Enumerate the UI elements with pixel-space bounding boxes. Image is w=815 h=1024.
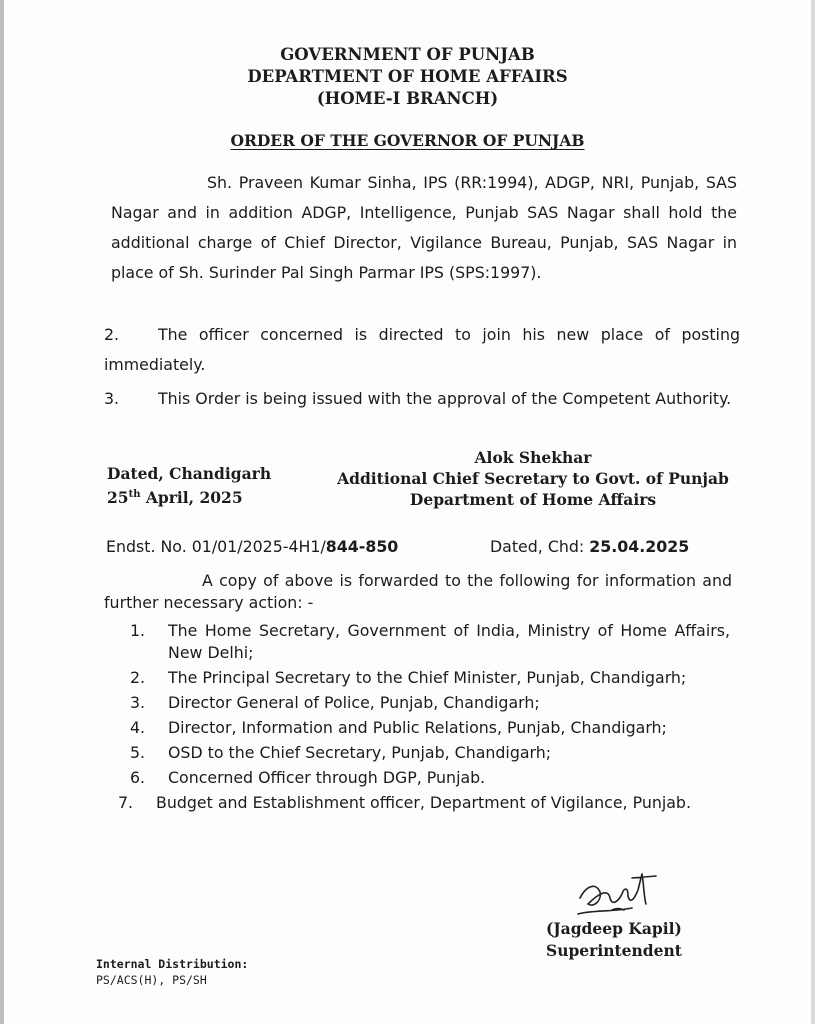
list-item-number: 5. [130, 743, 146, 762]
endorsement-prefix: Endst. No. 01/01/2025-4H1/ [106, 537, 326, 556]
page-edge-right [811, 0, 815, 1024]
superintendent-name: (Jagdeep Kapil) [546, 919, 682, 938]
page-edge-left [0, 0, 4, 1024]
list-item [118, 792, 730, 814]
letterhead-department: DEPARTMENT OF HOME AFFAIRS [247, 67, 568, 86]
endorsement-number [106, 537, 398, 556]
dated-place [107, 463, 271, 508]
list-item-number: 1. [130, 621, 146, 640]
paragraph-1: Sh. Praveen Kumar Sinha, IPS (RR:1994), ADGP, NRI, Punjab, SAS Nagar and in addition ADGP, Intelligence, Punjab SAS Nagar shall hold the additional charge of Chief Director, Vigilance Bureau, Punjab, SAS Nagar in place of Sh. Surinder Pal Singh Parmar IPS (SPS:1997). [111, 173, 737, 282]
list-item-text: Concerned Officer through DGP, Punjab. [168, 768, 486, 787]
dated-place-line: Dated, Chandigarh [107, 464, 272, 483]
signatory-designation: Additional Chief Secretary to Govt. of Punjab [337, 469, 729, 488]
list-item-number: 2. [130, 668, 146, 687]
recipient-list [118, 620, 730, 817]
paragraph-3-number: 3. [104, 389, 120, 408]
list-item-number: 4. [130, 718, 146, 737]
copy-forward-body: A copy of above is forwarded to the following for information and further necessary action: - [104, 571, 732, 612]
endorsement-date [490, 537, 689, 556]
list-item [130, 692, 730, 714]
order-title-text: ORDER OF THE GOVERNOR OF PUNJAB [230, 131, 585, 150]
superintendent-block [546, 918, 682, 962]
superintendent-designation: Superintendent [546, 941, 682, 960]
internal-distribution [96, 956, 248, 988]
signatory-name: Alok Shekhar [474, 448, 592, 467]
paragraph-3-text: This Order is being issued with the approval of the Competent Authority. [158, 389, 732, 408]
internal-distribution-heading: Internal Distribution: [96, 957, 249, 971]
handwritten-signature [572, 864, 662, 924]
list-item-text: Director, Information and Public Relations, Punjab, Chandigarh; [168, 718, 667, 737]
list-item-text: The Home Secretary, Government of India, Ministry of Home Affairs, New Delhi; [168, 621, 730, 662]
letterhead [0, 44, 815, 110]
endorsement-date-value: 25.04.2025 [589, 537, 690, 556]
letterhead-government: GOVERNMENT OF PUNJAB [280, 45, 535, 64]
list-item-text: Budget and Establishment officer, Department of Vigilance, Punjab. [156, 793, 691, 812]
list-item-text: The Principal Secretary to the Chief Minister, Punjab, Chandigarh; [168, 668, 687, 687]
paragraph-2-text: The officer concerned is directed to join his new place of posting immediately. [104, 325, 740, 374]
list-item-number: 7. [118, 793, 134, 812]
copy-forward-text [104, 570, 732, 614]
endorsement-range: 844-850 [325, 537, 399, 556]
list-item-number: 3. [130, 693, 146, 712]
signatory-block [318, 447, 748, 510]
dated-month-year: April, 2025 [140, 488, 243, 508]
list-item-text: OSD to the Chief Secretary, Punjab, Chandigarh; [168, 743, 552, 762]
endorsement-date-label: Dated, Chd: [490, 537, 590, 556]
list-item [130, 620, 730, 664]
signatory-department: Department of Home Affairs [409, 490, 657, 509]
paragraph-2 [104, 320, 740, 380]
paragraph-3 [104, 384, 740, 414]
dated-day: 25 [107, 488, 129, 508]
list-item [130, 742, 730, 764]
list-item [130, 717, 730, 739]
dated-date-line [107, 484, 271, 508]
letterhead-branch: (HOME-I BRANCH) [316, 89, 499, 108]
list-item-number: 6. [130, 768, 146, 787]
order-title [0, 131, 815, 150]
paragraph-2-number: 2. [104, 325, 120, 344]
list-item [130, 667, 730, 689]
list-item-text: Director General of Police, Punjab, Chandigarh; [168, 693, 540, 712]
list-item [130, 767, 730, 789]
internal-distribution-list: PS/ACS(H), PS/SH [96, 973, 207, 987]
dated-suffix: th [128, 489, 141, 500]
